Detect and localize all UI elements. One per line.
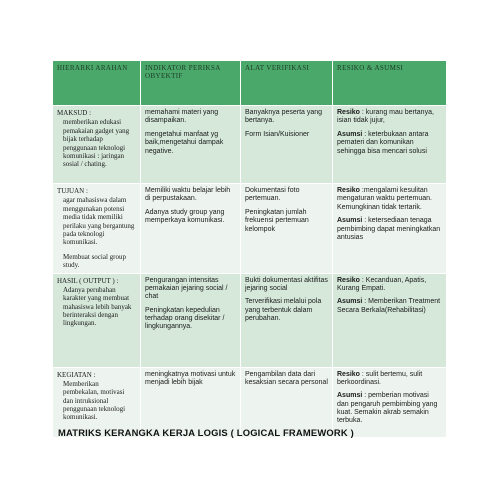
risk-assumption-cell: [333, 106, 447, 184]
assumption-label: Asumsi: [337, 392, 363, 400]
hierarchy-body: Memberikan pembekalan, motivasi dan intruksional penggunaan teknologi komunikasi.: [63, 379, 126, 422]
header-verification: ALAT VERIFIKASI: [241, 61, 333, 106]
table-row: [53, 106, 447, 184]
risk-text: : Kecanduan, Apatis, Kurang Empati.: [337, 276, 427, 292]
verification-text: Form Isian/Kuisioner: [245, 130, 310, 138]
risk-assumption-cell: [333, 184, 447, 274]
hierarchy-title: MAKSUD :: [57, 109, 92, 117]
hierarchy-cell: [53, 106, 141, 184]
risk-label: Resiko: [337, 370, 360, 378]
indicator-cell: [141, 273, 241, 367]
risk-text: : kurang mau bertanya, isian tidak jujur,: [337, 109, 434, 125]
indicator-text: Peningkatan kepedulian terhadap orang disekitar / lingkungannya.: [145, 306, 225, 331]
hierarchy-title: TUJUAN :: [57, 187, 88, 195]
risk-label: Resiko: [337, 109, 360, 116]
logical-framework-table: [52, 60, 447, 438]
verification-text: Bukti dokumentasi aktifitas jejaring social: [245, 276, 328, 292]
header-risk-assumption: RESIKO & ASUMSI: [333, 61, 447, 106]
risk-text: :mengalami kesulitan mengaturan waktu pertemuan. Kemungkinan tidak tertarik.: [337, 187, 432, 211]
assumption-text: : ketersediaan tenaga pembimbing dapat meningkatkan antusias: [337, 217, 441, 241]
risk-label: Resiko: [337, 276, 360, 284]
assumption-label: Asumsi: [337, 217, 363, 225]
header-hierarchy: HIERARKI ARAHAN: [53, 61, 141, 106]
hierarchy-body: agar mahasiswa dalam menggunakan potensi media tidak memiliki perilaku yang bergantung pada teknologi komunikasi.: [63, 196, 135, 247]
risk-label: Resiko: [337, 187, 360, 194]
verification-cell: [241, 106, 333, 184]
figure-caption: MATRIKS KERANGKA KERJA LOGIS ( LOGICAL FRAMEWORK ): [58, 427, 354, 438]
risk-text: : sulit bertemu, sulit berkoordinasi.: [337, 370, 423, 386]
assumption-text: : keterbukaan antara pemateri dan komunikan sehingga bisa mencari solusi: [337, 130, 429, 155]
indicator-text: mengetahui manfaat yg baik,mengetahui dampak negative.: [145, 130, 224, 155]
hierarchy-cell: [53, 273, 141, 367]
indicator-text: memahami materi yang disampaikan.: [145, 109, 219, 125]
assumption-label: Asumsi: [337, 130, 363, 138]
assumption-label: Asumsi: [337, 298, 363, 306]
hierarchy-cell: [53, 184, 141, 274]
assumption-text: : Memberikan Treatment Secara Berkala(Rehabilitasi): [337, 298, 441, 314]
hierarchy-body: Adanya perubahan karakter yang membuat mahasiswa lebih banyak berinteraksi dengan lingkungan.: [63, 285, 132, 328]
indicator-cell: [141, 106, 241, 184]
indicator-text: meningkatnya motivasi untuk menjadi lebih bijak: [145, 370, 236, 386]
hierarchy-body: memberikan edukasi pemakaian gadget yang bijak terhadap penggunaan teknologi komunikasi : jaringan sosial / chating.: [63, 118, 130, 169]
risk-assumption-cell: [333, 273, 447, 367]
hierarchy-title: KEGIATAN :: [57, 370, 96, 379]
table-header-row: [53, 61, 447, 106]
assumption-text: : pemberian motivasi dan pengaruh pembimbing yang kuat. Semakin akrab semakin terbuka.: [337, 392, 438, 425]
table-row: [53, 184, 447, 274]
verification-text: Terverifikasi melalui pola yang terbentuk dalam perubahan.: [245, 298, 322, 323]
verification-text: Peningkatan jumlah frekuensi pertemuan kelompok: [245, 208, 309, 233]
verification-text: Banyaknya peserta yang bertanya.: [245, 109, 323, 125]
indicator-cell: [141, 184, 241, 274]
header-indicator: INDIKATOR PERIKSA OBYEKTIF: [141, 61, 241, 106]
verification-text: Pengambilan data dari kesaksian secara personal: [245, 370, 328, 386]
hierarchy-extra: Membuat social group study.: [63, 252, 126, 270]
indicator-text: Memiliki waktu belajar lebih di perpustakaan.: [145, 187, 231, 203]
verification-cell: [241, 273, 333, 367]
verification-text: Dokumentasi foto pertemuan.: [245, 187, 300, 203]
table-row: [53, 273, 447, 367]
verification-cell: [241, 184, 333, 274]
indicator-text: Pengurangan intensitas pemakaian jejaring social / chat: [145, 276, 228, 301]
indicator-text: Adanya study group yang memperkaya komunikasi.: [145, 208, 225, 225]
hierarchy-title: HASIL ( OUTPUT ) :: [57, 276, 119, 285]
